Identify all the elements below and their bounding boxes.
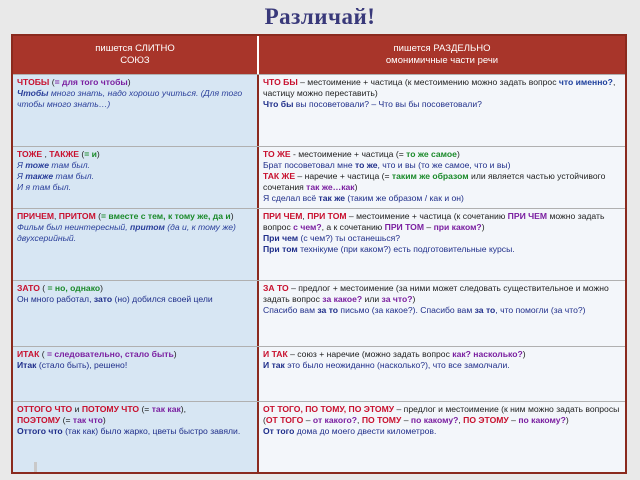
separate-cell-pri-chem bbox=[259, 209, 625, 280]
text: (= bbox=[60, 415, 73, 425]
example-term: за то bbox=[317, 305, 339, 315]
text: ) bbox=[127, 77, 131, 87]
header-joined-line1: пишется СЛИТНО bbox=[95, 43, 175, 54]
synonym: = и bbox=[84, 149, 97, 159]
term: ОТ ТОГО bbox=[265, 415, 304, 425]
example-term: Что бы bbox=[263, 99, 294, 109]
table-header bbox=[13, 36, 625, 74]
text: , bbox=[302, 211, 308, 221]
question: при каком? bbox=[433, 222, 482, 232]
example-text: (да и, к тому же) двухсерийный. bbox=[17, 222, 236, 243]
example-text: письмо (за какое?). Спасибо вам bbox=[338, 305, 475, 315]
example-text: это было неожиданно (насколько?), что все замолчали. bbox=[284, 360, 510, 370]
text: - местоимение + частица (= bbox=[290, 149, 407, 159]
term: ПРИ ЧЕМ bbox=[263, 211, 303, 221]
example-text: (с чем?) ты останешься? bbox=[298, 233, 401, 243]
separate-cell-to-zhe bbox=[259, 147, 625, 208]
term: ПО ТОМУ bbox=[361, 415, 402, 425]
example-text: Фильм был неинтересный, bbox=[17, 222, 130, 232]
joined-cell-tozhe bbox=[13, 147, 259, 208]
term: ПО ЭТОМУ bbox=[463, 415, 509, 425]
text: – предлог и местоимение (к ним можно задать вопросы ( bbox=[263, 404, 620, 425]
joined-cell-zato bbox=[13, 281, 259, 346]
example-term: то же bbox=[355, 160, 378, 170]
text: ) bbox=[481, 222, 485, 232]
term: ТАКЖЕ bbox=[49, 149, 79, 159]
term: И ТАК bbox=[263, 349, 288, 359]
table-row bbox=[13, 401, 625, 474]
construction: так же…как bbox=[306, 182, 355, 192]
example-text: там был. bbox=[49, 160, 90, 170]
example-term: Итак bbox=[17, 360, 37, 370]
example-text: , что и вы (то же самое, что и вы) bbox=[377, 160, 511, 170]
term: ПРИЧЕМ bbox=[17, 211, 55, 221]
term: ТО ЖЕ bbox=[263, 149, 291, 159]
text: – наречие + частица (= bbox=[295, 171, 392, 181]
example-text: Я сделал всё bbox=[263, 193, 319, 203]
text: и bbox=[72, 404, 82, 414]
text: можно задать вопрос bbox=[263, 211, 605, 232]
example-text: Спасибо вам bbox=[263, 305, 318, 315]
text: , bbox=[458, 415, 464, 425]
text: – bbox=[424, 222, 434, 232]
joined-cell-chtoby bbox=[13, 75, 259, 146]
header-separate-line2: омонимичные части речи bbox=[385, 55, 499, 66]
example-text: Я bbox=[17, 160, 26, 170]
joined-cell-ottogo bbox=[13, 402, 259, 474]
example-term: за то bbox=[474, 305, 496, 315]
text: (= bbox=[139, 404, 152, 414]
text: – предлог + местоимение (за ними может следовать существительное и можно задать вопрос bbox=[263, 283, 609, 304]
synonym: так как bbox=[151, 404, 181, 414]
text: или является частью устойчивого сочетания bbox=[263, 171, 606, 192]
term: ЗА ТО bbox=[263, 283, 289, 293]
page-title: Различай! bbox=[264, 4, 376, 29]
term: ПРИ ТОМ bbox=[307, 211, 347, 221]
text: , а к сочетанию bbox=[321, 222, 385, 232]
example-text: дома до моего двести километров. bbox=[294, 426, 437, 436]
synonym: = для того чтобы bbox=[54, 77, 128, 87]
term: ПРИ ТОМ bbox=[384, 222, 424, 232]
header-separate bbox=[259, 36, 625, 74]
slide-corner-mark bbox=[34, 462, 37, 472]
question: что именно? bbox=[558, 77, 613, 87]
text: – местоимение + частица (к местоимению можно задать вопрос bbox=[297, 77, 559, 87]
separate-cell-chto-by bbox=[259, 75, 625, 146]
text: ), bbox=[180, 404, 187, 414]
text: – местоимение + частица (к сочетанию bbox=[346, 211, 508, 221]
term: ЗАТО bbox=[17, 283, 40, 293]
text: ) bbox=[456, 149, 460, 159]
term: ОТ ТОГО, ПО ТОМУ, ПО ЭТОМУ bbox=[263, 404, 395, 414]
example-term: При чем bbox=[263, 233, 299, 243]
term: ТОЖЕ bbox=[17, 149, 43, 159]
text: ) bbox=[522, 349, 526, 359]
text: ) bbox=[102, 415, 106, 425]
example-term: Оттого что bbox=[17, 426, 63, 436]
term: ТАК ЖЕ bbox=[263, 171, 296, 181]
synonym: = следовательно, стало быть bbox=[46, 349, 174, 359]
example-term: зато bbox=[93, 294, 113, 304]
comparison-table bbox=[11, 34, 627, 474]
separate-cell-i-tak bbox=[259, 347, 625, 401]
term: ИТАК bbox=[17, 349, 40, 359]
text: ) bbox=[100, 283, 104, 293]
term: ЧТОБЫ bbox=[17, 77, 50, 87]
term: ОТТОГО ЧТО bbox=[17, 404, 73, 414]
header-separate-line1: пишется РАЗДЕЛЬНО bbox=[393, 43, 491, 54]
example-text: технікуме (при каком?) есть подготовительные курсы. bbox=[297, 244, 515, 254]
synonym: то же самое bbox=[406, 149, 457, 159]
synonym: таким же образом bbox=[391, 171, 469, 181]
example-text: Он много работал, bbox=[17, 294, 94, 304]
example-term: тоже bbox=[25, 160, 50, 170]
example-text: много знать, надо хорошо учиться. (Для того чтобы много знать…) bbox=[17, 88, 243, 109]
example-term: От того bbox=[263, 426, 295, 436]
example-text: вы посоветовали? – Что вы бы посоветовали? bbox=[293, 99, 482, 109]
separate-cell-ot-togo bbox=[259, 402, 625, 474]
joined-cell-prichem bbox=[13, 209, 259, 280]
text: – bbox=[401, 415, 411, 425]
question: по какому? bbox=[518, 415, 566, 425]
text: ) bbox=[565, 415, 569, 425]
text: – союз + наречие (можно задать вопрос bbox=[287, 349, 453, 359]
example-text: Я bbox=[17, 171, 26, 181]
text: или bbox=[362, 294, 382, 304]
term: ЧТО БЫ bbox=[263, 77, 298, 87]
text: ( bbox=[49, 77, 55, 87]
text: ( bbox=[39, 349, 47, 359]
question: как? насколько? bbox=[452, 349, 523, 359]
example-text: Брат посоветовал мне bbox=[263, 160, 355, 170]
question: от какого? bbox=[312, 415, 358, 425]
term: ПРИ ЧЕМ bbox=[507, 211, 548, 221]
example-term: При том bbox=[263, 244, 298, 254]
joined-cell-itak bbox=[13, 347, 259, 401]
text: , bbox=[357, 415, 362, 425]
example-text: там был. bbox=[53, 171, 95, 181]
text: ( bbox=[78, 149, 85, 159]
text: – bbox=[303, 415, 313, 425]
synonym: = но, однако bbox=[47, 283, 101, 293]
example-text: (но) добился своей цели bbox=[112, 294, 213, 304]
question: по какому? bbox=[410, 415, 459, 425]
example-text: И я там был. bbox=[17, 182, 72, 192]
table-row bbox=[13, 74, 625, 146]
example-text: (таким же образом / как и он) bbox=[344, 193, 464, 203]
text: ) bbox=[173, 349, 177, 359]
table-row bbox=[13, 208, 625, 280]
text: ( bbox=[39, 283, 48, 293]
example-text: , что помогли (за что?) bbox=[495, 305, 586, 315]
question: с чем? bbox=[293, 222, 322, 232]
text: ( bbox=[95, 211, 102, 221]
example-term: притом bbox=[129, 222, 165, 232]
separate-cell-za-to bbox=[259, 281, 625, 346]
term: ПОТОМУ ЧТО bbox=[81, 404, 140, 414]
text: ) bbox=[230, 211, 234, 221]
text: , bbox=[42, 149, 50, 159]
text: ) bbox=[412, 294, 416, 304]
example-term: И так bbox=[263, 360, 285, 370]
example-text: (так как) было жарко, цветы быстро завяли. bbox=[62, 426, 241, 436]
example-term: так же bbox=[318, 193, 345, 203]
header-joined bbox=[13, 36, 259, 74]
text: – bbox=[508, 415, 519, 425]
synonym: так что bbox=[72, 415, 103, 425]
example-text: (стало быть), решено! bbox=[36, 360, 128, 370]
example-term: также bbox=[25, 171, 54, 181]
table-row bbox=[13, 146, 625, 208]
text: ) bbox=[354, 182, 358, 192]
question: за какое? bbox=[322, 294, 363, 304]
header-joined-line2: СОЮЗ bbox=[120, 55, 150, 66]
table-row bbox=[13, 346, 625, 401]
text: , bbox=[54, 211, 59, 221]
term: ПРИТОМ bbox=[58, 211, 96, 221]
question: за что? bbox=[381, 294, 413, 304]
text: , частицу можно переставить) bbox=[263, 77, 616, 98]
synonym: = вместе с тем, к тому же, да и bbox=[101, 211, 231, 221]
text: ) bbox=[96, 149, 100, 159]
example-term: Чтобы bbox=[17, 88, 49, 98]
term: ПОЭТОМУ bbox=[17, 415, 61, 425]
table-row bbox=[13, 280, 625, 346]
